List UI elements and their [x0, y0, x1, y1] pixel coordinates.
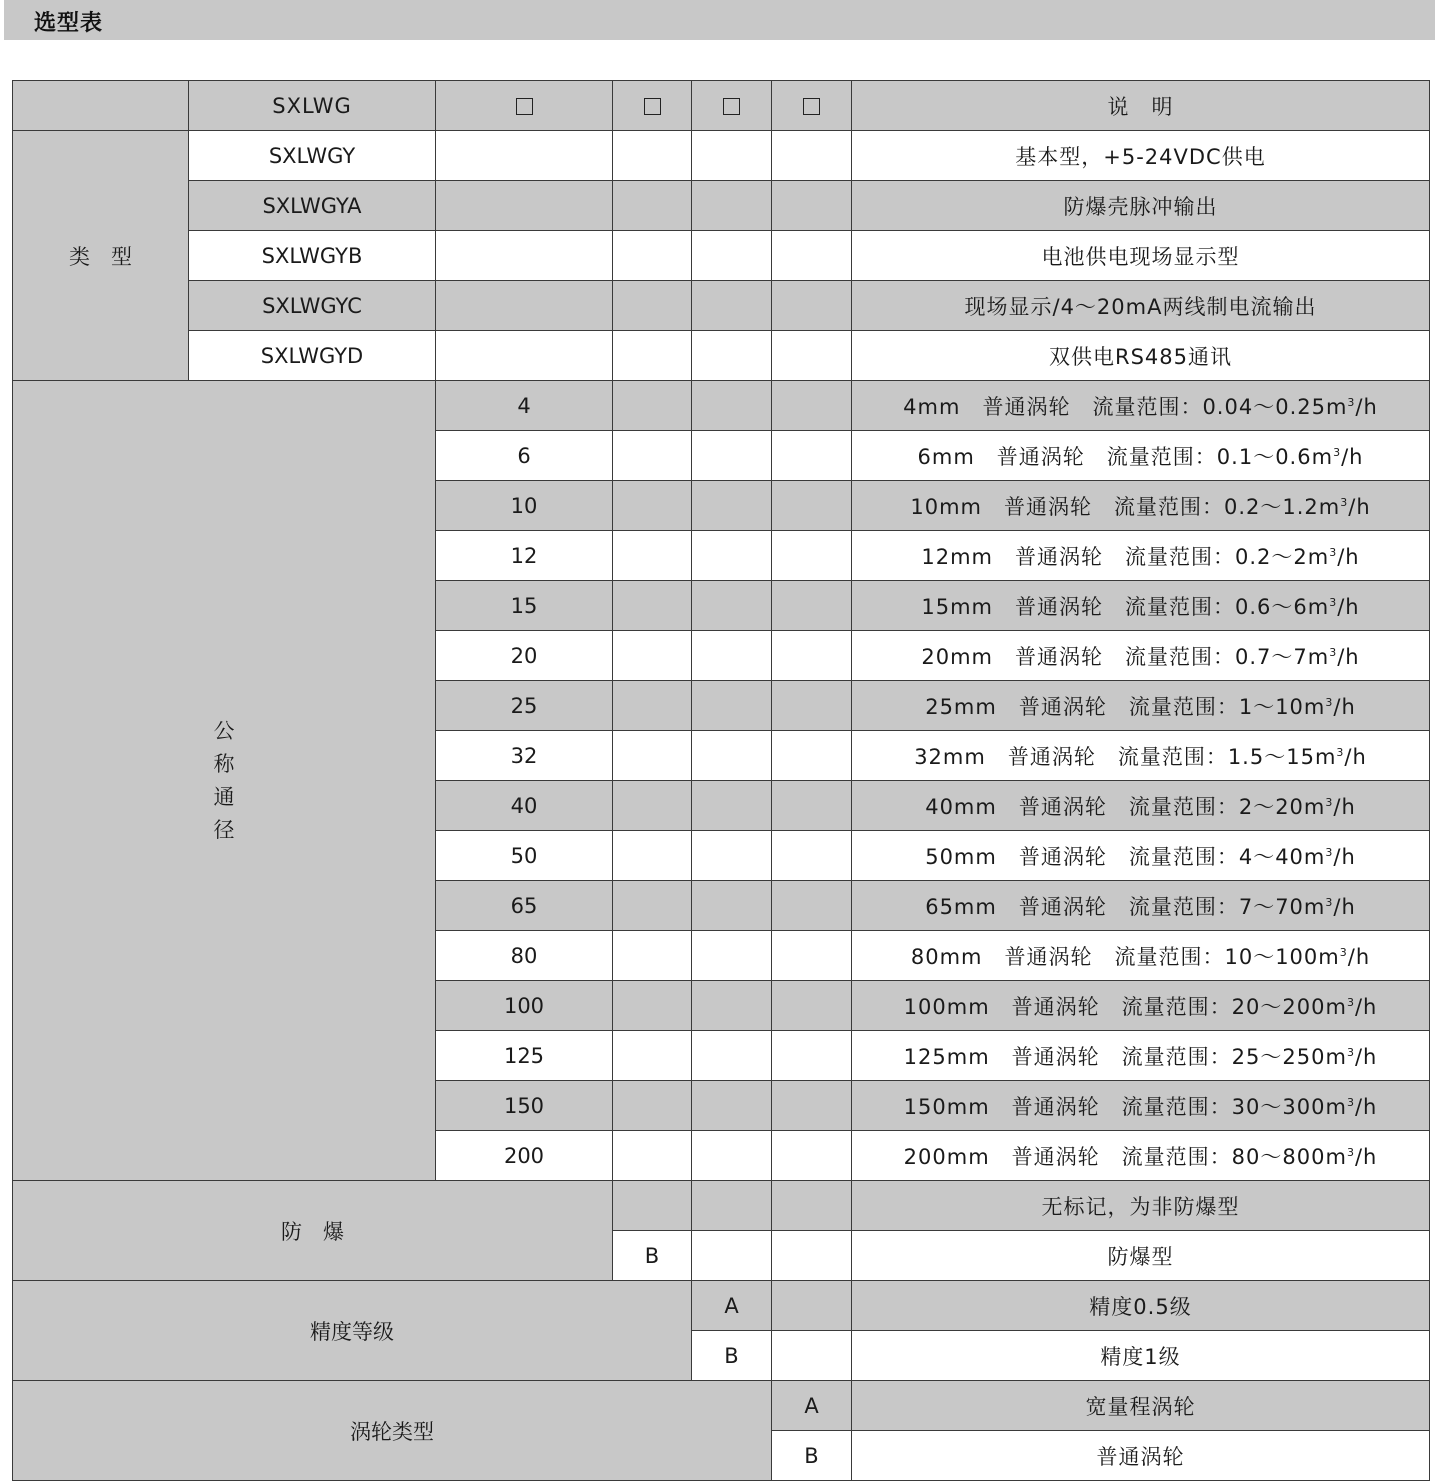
cubic-superscript: 3 — [1347, 395, 1356, 409]
empty-cell — [692, 1231, 772, 1281]
empty-cell — [772, 831, 852, 881]
type-code-cell: SXLWGYD — [189, 331, 436, 381]
empty-cell — [772, 931, 852, 981]
cubic-superscript: 3 — [1325, 695, 1334, 709]
empty-cell — [772, 1181, 852, 1231]
diameter-code-cell: 100 — [436, 981, 613, 1031]
empty-cell — [692, 681, 772, 731]
diameter-unit-tail: /h — [1341, 444, 1364, 469]
diameter-code-cell: 6 — [436, 431, 613, 481]
empty-cell — [613, 1031, 692, 1081]
empty-cell — [692, 1031, 772, 1081]
empty-cell — [772, 681, 852, 731]
diameter-unit-tail: /h — [1354, 1044, 1378, 1069]
empty-cell — [613, 1081, 692, 1131]
empty-cell — [613, 281, 692, 331]
empty-cell — [772, 431, 852, 481]
empty-cell — [692, 481, 772, 531]
type-code-cell: SXLWGYC — [189, 281, 436, 331]
diameter-code-cell: 32 — [436, 731, 613, 781]
diameter-unit-tail: /h — [1333, 694, 1356, 719]
diameter-desc-cell — [852, 1081, 1430, 1131]
empty-cell — [692, 181, 772, 231]
diameter-unit-tail: /h — [1344, 744, 1367, 769]
diameter-code-cell: 200 — [436, 1131, 613, 1181]
diameter-desc-text: 100mm 普通涡轮 流量范围：20～200m — [903, 994, 1347, 1019]
empty-cell — [613, 631, 692, 681]
diameter-desc-cell — [852, 631, 1430, 681]
header-slot-4 — [772, 81, 852, 131]
accuracy-code-cell: B — [692, 1331, 772, 1381]
table-row — [13, 381, 1430, 431]
empty-cell — [436, 131, 613, 181]
diameter-unit-tail: /h — [1337, 594, 1360, 619]
table-row — [13, 281, 1430, 331]
diameter-desc-cell — [852, 731, 1430, 781]
empty-cell — [772, 331, 852, 381]
diameter-desc-text: 20mm 普通涡轮 流量范围：0.7～7m — [921, 644, 1330, 669]
diameter-code-cell: 15 — [436, 581, 613, 631]
diameter-desc-text: 65mm 普通涡轮 流量范围：7～70m — [925, 894, 1326, 919]
empty-cell — [772, 1031, 852, 1081]
cubic-superscript: 3 — [1346, 1145, 1355, 1159]
diameter-desc-cell — [852, 881, 1430, 931]
header-slot-3 — [692, 81, 772, 131]
diameter-unit-tail: /h — [1355, 394, 1378, 419]
cubic-superscript: 3 — [1329, 595, 1338, 609]
diameter-code-cell: 125 — [436, 1031, 613, 1081]
diameter-desc-cell — [852, 531, 1430, 581]
empty-cell — [772, 481, 852, 531]
diameter-desc-text: 150mm 普通涡轮 流量范围：30～300m — [903, 1094, 1347, 1119]
empty-cell — [772, 1231, 852, 1281]
empty-cell — [692, 231, 772, 281]
empty-cell — [613, 131, 692, 181]
diameter-desc-text: 15mm 普通涡轮 流量范围：0.6～6m — [921, 594, 1330, 619]
empty-cell — [613, 581, 692, 631]
empty-cell — [772, 581, 852, 631]
empty-cell — [772, 1131, 852, 1181]
explosion-desc-cell: 无标记，为非防爆型 — [852, 1181, 1430, 1231]
cubic-superscript: 3 — [1340, 495, 1349, 509]
diameter-desc-cell — [852, 831, 1430, 881]
diameter-code-cell: 40 — [436, 781, 613, 831]
empty-cell — [772, 981, 852, 1031]
diameter-group — [13, 381, 1430, 1181]
empty-cell — [692, 781, 772, 831]
cubic-superscript: 3 — [1325, 845, 1334, 859]
table-row — [13, 181, 1430, 231]
selection-table — [12, 80, 1430, 1481]
table-row — [13, 231, 1430, 281]
cubic-superscript: 3 — [1329, 545, 1338, 559]
empty-cell — [692, 381, 772, 431]
empty-cell — [772, 131, 852, 181]
table-row — [13, 331, 1430, 381]
diameter-code-cell: 50 — [436, 831, 613, 881]
diameter-desc-cell — [852, 581, 1430, 631]
empty-cell — [613, 431, 692, 481]
diameter-unit-tail: /h — [1337, 544, 1360, 569]
diameter-desc-cell — [852, 681, 1430, 731]
empty-cell — [692, 431, 772, 481]
checkbox-square-icon — [644, 98, 661, 115]
empty-cell — [436, 231, 613, 281]
table-row — [13, 131, 1430, 181]
table-row — [13, 1381, 1430, 1431]
checkbox-square-icon — [723, 98, 740, 115]
empty-cell — [613, 831, 692, 881]
header-slot-1 — [436, 81, 613, 131]
header-desc-cell: 说 明 — [852, 81, 1430, 131]
diameter-unit-tail: /h — [1333, 894, 1356, 919]
empty-cell — [692, 331, 772, 381]
accuracy-group-label: 精度等级 — [13, 1281, 692, 1381]
diameter-desc-text: 32mm 普通涡轮 流量范围：1.5～15m — [914, 744, 1337, 769]
diameter-code-cell: 65 — [436, 881, 613, 931]
type-desc-cell: 双供电RS485通讯 — [852, 331, 1430, 381]
type-group-label: 类 型 — [13, 131, 189, 381]
empty-cell — [613, 1131, 692, 1181]
turbine-group-label: 涡轮类型 — [13, 1381, 772, 1481]
empty-cell — [772, 731, 852, 781]
diameter-unit-tail: /h — [1348, 494, 1371, 519]
diameter-desc-text: 125mm 普通涡轮 流量范围：25～250m — [903, 1044, 1347, 1069]
empty-cell — [613, 931, 692, 981]
empty-cell — [613, 481, 692, 531]
empty-cell — [692, 1131, 772, 1181]
empty-cell — [692, 581, 772, 631]
empty-cell — [772, 1281, 852, 1331]
diameter-desc-text: 25mm 普通涡轮 流量范围：1～10m — [925, 694, 1326, 719]
header-model-cell: SXLWG — [189, 81, 436, 131]
turbine-code-cell: B — [772, 1431, 852, 1481]
diameter-desc-cell — [852, 931, 1430, 981]
empty-cell — [436, 281, 613, 331]
empty-cell — [772, 1331, 852, 1381]
diameter-desc-text: 12mm 普通涡轮 流量范围：0.2～2m — [921, 544, 1330, 569]
empty-cell — [692, 981, 772, 1031]
diameter-unit-tail: /h — [1347, 944, 1371, 969]
header-blank-cell — [13, 81, 189, 131]
title-bar — [4, 0, 1435, 40]
empty-cell — [692, 631, 772, 681]
diameter-group-label — [13, 381, 436, 1181]
cubic-superscript: 3 — [1333, 445, 1342, 459]
table-row — [13, 1281, 1430, 1331]
diameter-desc-cell — [852, 431, 1430, 481]
type-desc-cell: 基本型，+5-24VDC供电 — [852, 131, 1430, 181]
diameter-code-cell: 20 — [436, 631, 613, 681]
accuracy-desc-cell: 精度0.5级 — [852, 1281, 1430, 1331]
header-slot-2 — [613, 81, 692, 131]
table-row — [13, 1181, 1430, 1231]
empty-cell — [613, 331, 692, 381]
diameter-unit-tail: /h — [1337, 644, 1360, 669]
empty-cell — [613, 781, 692, 831]
empty-cell — [692, 281, 772, 331]
explosion-code-cell: B — [613, 1231, 692, 1281]
diameter-desc-text: 40mm 普通涡轮 流量范围：2～20m — [925, 794, 1326, 819]
turbine-code-cell: A — [772, 1381, 852, 1431]
diameter-unit-tail: /h — [1333, 794, 1356, 819]
type-code-cell: SXLWGYA — [189, 181, 436, 231]
empty-cell — [613, 881, 692, 931]
diameter-code-cell: 4 — [436, 381, 613, 431]
cubic-superscript: 3 — [1325, 895, 1334, 909]
page-title: 选型表 — [34, 11, 104, 36]
accuracy-desc-cell: 精度1级 — [852, 1331, 1430, 1381]
empty-cell — [436, 331, 613, 381]
diameter-code-cell: 25 — [436, 681, 613, 731]
empty-cell — [772, 381, 852, 431]
explosion-group-label: 防 爆 — [13, 1181, 613, 1281]
empty-cell — [692, 1081, 772, 1131]
diameter-desc-text: 50mm 普通涡轮 流量范围：4～40m — [925, 844, 1326, 869]
turbine-desc-cell: 普通涡轮 — [852, 1431, 1430, 1481]
cubic-superscript: 3 — [1346, 1045, 1355, 1059]
diameter-unit-tail: /h — [1354, 994, 1378, 1019]
diameter-unit-tail: /h — [1354, 1144, 1378, 1169]
type-desc-cell: 现场显示/4～20mA两线制电流输出 — [852, 281, 1430, 331]
empty-cell — [692, 131, 772, 181]
empty-cell — [772, 631, 852, 681]
diameter-code-cell: 80 — [436, 931, 613, 981]
empty-cell — [613, 181, 692, 231]
cubic-superscript: 3 — [1346, 1095, 1355, 1109]
cubic-superscript: 3 — [1346, 995, 1355, 1009]
accuracy-code-cell: A — [692, 1281, 772, 1331]
empty-cell — [692, 531, 772, 581]
diameter-label-text: 公称通径 — [213, 718, 235, 842]
type-code-cell: SXLWGYB — [189, 231, 436, 281]
empty-cell — [692, 881, 772, 931]
empty-cell — [772, 281, 852, 331]
turbine-desc-cell: 宽量程涡轮 — [852, 1381, 1430, 1431]
empty-cell — [613, 381, 692, 431]
cubic-superscript: 3 — [1336, 745, 1345, 759]
checkbox-square-icon — [516, 98, 533, 115]
empty-cell — [772, 781, 852, 831]
empty-cell — [692, 731, 772, 781]
empty-cell — [772, 231, 852, 281]
empty-cell — [692, 931, 772, 981]
diameter-code-cell: 12 — [436, 531, 613, 581]
empty-cell — [772, 1081, 852, 1131]
diameter-unit-tail: /h — [1354, 1094, 1378, 1119]
empty-cell — [613, 731, 692, 781]
empty-cell — [772, 531, 852, 581]
empty-cell — [613, 681, 692, 731]
empty-cell — [436, 181, 613, 231]
empty-cell — [613, 981, 692, 1031]
diameter-desc-cell — [852, 981, 1430, 1031]
type-desc-cell: 电池供电现场显示型 — [852, 231, 1430, 281]
diameter-desc-cell — [852, 381, 1430, 431]
empty-cell — [613, 231, 692, 281]
empty-cell — [692, 1181, 772, 1231]
explosion-code-cell — [613, 1181, 692, 1231]
empty-cell — [772, 881, 852, 931]
cubic-superscript: 3 — [1329, 645, 1338, 659]
diameter-code-cell: 10 — [436, 481, 613, 531]
diameter-desc-text: 6mm 普通涡轮 流量范围：0.1～0.6m — [917, 444, 1334, 469]
diameter-desc-text: 10mm 普通涡轮 流量范围：0.2～1.2m — [910, 494, 1341, 519]
empty-cell — [613, 531, 692, 581]
diameter-desc-text: 200mm 普通涡轮 流量范围：80～800m — [903, 1144, 1347, 1169]
type-code-cell: SXLWGY — [189, 131, 436, 181]
diameter-desc-text: 4mm 普通涡轮 流量范围：0.04～0.25m — [903, 394, 1348, 419]
diameter-desc-cell — [852, 1131, 1430, 1181]
empty-cell — [772, 181, 852, 231]
diameter-desc-cell — [852, 481, 1430, 531]
checkbox-square-icon — [803, 98, 820, 115]
header-row — [13, 81, 1430, 131]
empty-cell — [692, 831, 772, 881]
cubic-superscript: 3 — [1339, 945, 1348, 959]
diameter-unit-tail: /h — [1333, 844, 1356, 869]
diameter-desc-text: 80mm 普通涡轮 流量范围：10～100m — [910, 944, 1340, 969]
type-desc-cell: 防爆壳脉冲输出 — [852, 181, 1430, 231]
diameter-desc-cell — [852, 781, 1430, 831]
diameter-desc-cell — [852, 1031, 1430, 1081]
cubic-superscript: 3 — [1325, 795, 1334, 809]
explosion-desc-cell: 防爆型 — [852, 1231, 1430, 1281]
diameter-code-cell: 150 — [436, 1081, 613, 1131]
